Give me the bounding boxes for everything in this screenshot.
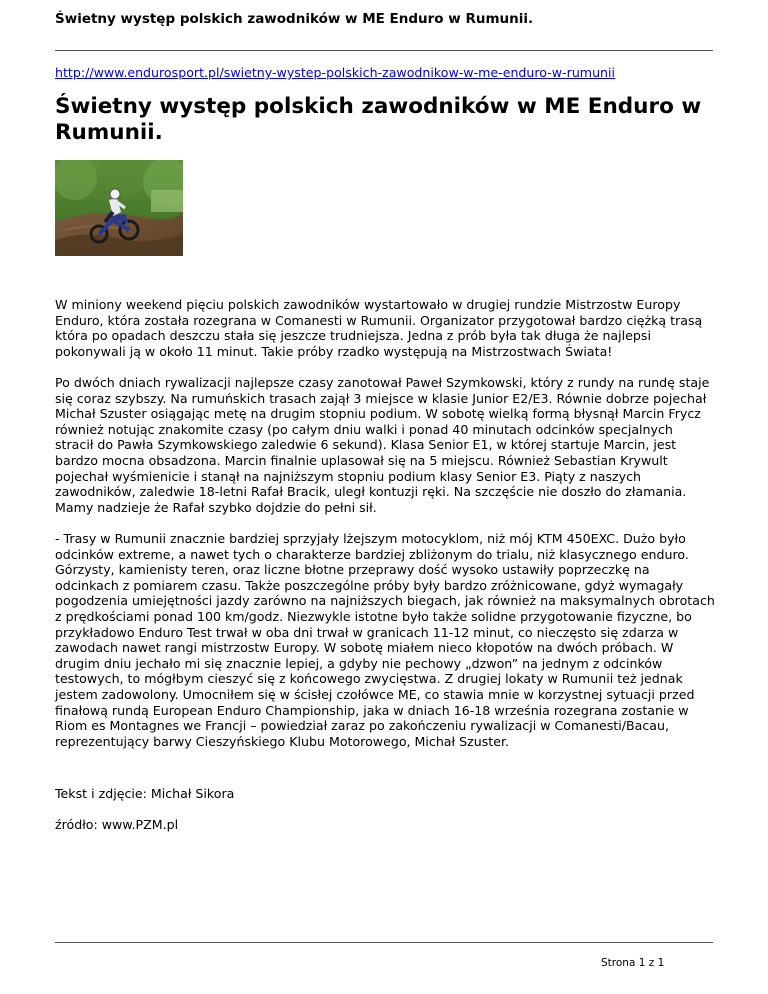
- article-photo-motocross-rider: [55, 160, 183, 256]
- article-paragraph: W miniony weekend pięciu polskich zawodników wystartowało w drugiej rundzie Mistrzostw Europy Enduro, która została rozegrana w Comanesti w Rumunii. Organizator przygotował bardzo ciężką trasą która po opadach deszczu stała się jeszcze trudniejsza. Jedna z prób była tak długa że najlepsi pokonywali ją w około 11 minut. Takie próby rzadko występują na Mistrzostwach Świata!: [55, 297, 703, 359]
- article-paragraph: - Trasy w Rumunii znacznie bardziej sprzyjały lżejszym motocyklom, niż mój KTM 450EXC. Dużo było odcinków extreme, a nawet tych o charakterze bardziej zbliżonym do trialu, niż klasycznego enduro. Górzysty, kamienisty teren, oraz liczne błotne przeprawy dość wysoko ustawiły poprzeczkę na odcinkach z pomiarem czasu. Także poszczególne próby były bardzo zróżnicowane, gdyż wymagały pogodzenia umiejętności jazdy zarówno na najniższych biegach, jak również na maksymalnych obrotach z prędkościami ponad 100 km/godz. Niezwykle istotne było także solidne przygotowanie fizyczne, bo przykładowo Enduro Test trwał w oba dni trwał w granicach 11-12 minut, co nieczęsto się zdarza w zawodach nawet rangi mistrzostw Europy. W sobotę miałem nieco kłopotów na dwóch próbach. W drugim dniu jechało mi się znacznie lepiej, a gdyby nie pechowy „dzwon” na jednym z odcinków testowych, to mógłbym cieszyć się z końcowego zwycięstwa. Z drugiej lokaty w Rumunii też jednak jestem zadowolony. Umocniłem się w ścisłej czołówce ME, co stawia mnie w korzystnej sytuacji przed finałową rundą European Enduro Championship, jaka w dniach 16-18 września rozegrana zostanie w Riom es Montagnes we Francji – powiedział zaraz po zakończeniu rywalizacji w Comanesti/Bacau, reprezentujący barwy Cieszyńskiego Klubu Motorowego, Michał Szuster.: [55, 531, 715, 749]
- source-url-link[interactable]: http://www.endurosport.pl/swietny-wystep-polskich-zawodnikow-w-me-enduro-w-rumunii: [55, 65, 616, 80]
- footer-divider: [55, 942, 713, 943]
- article-title: Świetny występ polskich zawodników w ME Enduro w Rumunii.: [55, 94, 702, 145]
- photo-credit: Tekst i zdjęcie: Michał Sikora: [55, 786, 235, 801]
- source-note: źródło: www.PZM.pl: [55, 817, 179, 832]
- page-number: Strona 1 z 1: [601, 957, 665, 969]
- running-header-title: Świetny występ polskich zawodników w ME Enduro w Rumunii.: [55, 11, 534, 27]
- article-paragraph: Po dwóch dniach rywalizacji najlepsze czasy zanotował Paweł Szymkowski, który z rundy na rundę staje się coraz szybszy. Na rumuńskich trasach zajął 3 miejsce w klasie Junior E2/E3. Równie dobrze pojechał Michał Szuster osiągając metę na drugim stopniu podium. W sobotę wielką formą błysnął Marcin Frycz również notując znakomite czasy (po całym dniu walki i ponad 40 minutach odcinków specjalnych stracił do Pawła Szymkowskiego zaledwie 6 sekund). Klasa Senior E1, w której startuje Marcin, jest bardzo mocna obsadzona. Marcin finalnie uplasował się na 5 miejscu. Również Sebastian Krywult pojechał wyśmienicie i stanął na najniższym stopniu podium klasy Senior E3. Piąty z naszych zawodników, zaledwie 18-letni Rafał Bracik, uległ kontuzji ręki. Na szczęście nie doszło do złamania. Mamy nadzieje że Rafał szybko dojdzie do pełni sił.: [55, 375, 710, 515]
- header-divider: [55, 50, 713, 51]
